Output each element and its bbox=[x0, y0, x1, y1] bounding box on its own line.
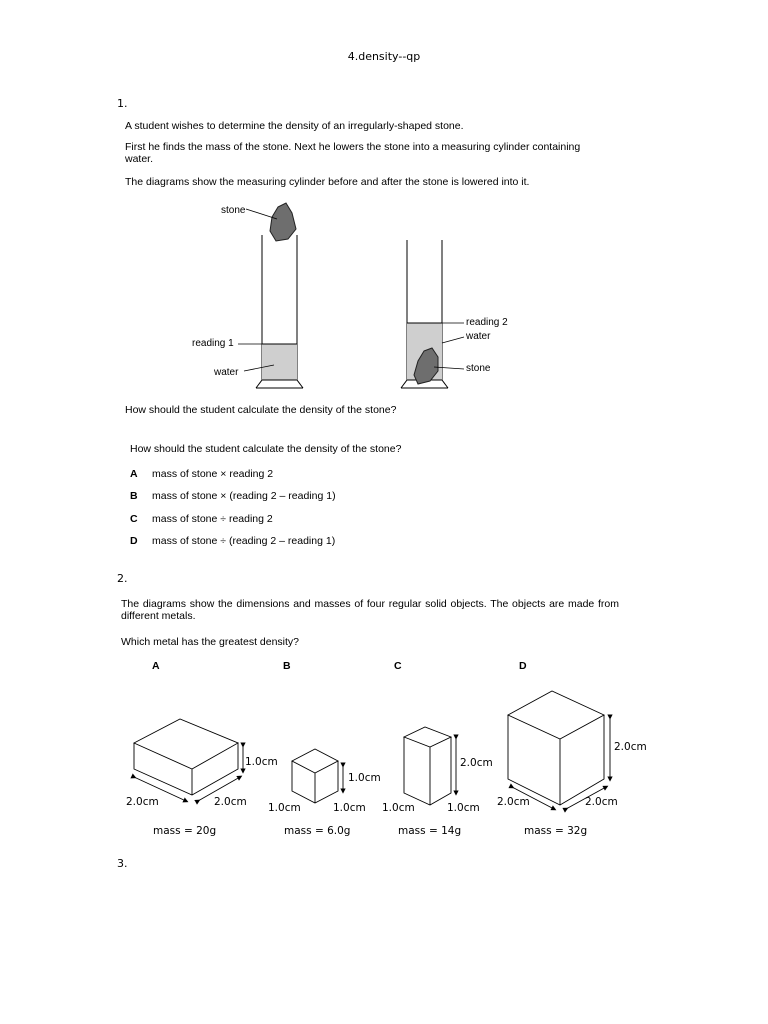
object-c-mass: mass = 14g bbox=[398, 825, 462, 837]
object-c-height-label: 2.0cm bbox=[460, 757, 493, 769]
q2-question: Which metal has the greatest density? bbox=[121, 636, 300, 648]
document-title: 4.density--qp bbox=[347, 50, 421, 63]
solid-objects-figure bbox=[120, 685, 640, 815]
question-2-number: 2. bbox=[117, 572, 128, 585]
q1-question: How should the student calculate the density of the stone? bbox=[130, 443, 402, 455]
object-a-shape bbox=[134, 719, 243, 801]
question-3-number: 3. bbox=[117, 857, 128, 870]
object-b-height-label: 1.0cm bbox=[348, 772, 381, 784]
option-a-letter: A bbox=[130, 468, 138, 480]
option-d-letter: D bbox=[130, 535, 138, 547]
option-b-letter: B bbox=[130, 490, 138, 502]
object-a-letter: A bbox=[152, 660, 160, 672]
q1-paragraph-2: First he finds the mass of the stone. Next he lowers the stone into a measuring cylinder containing water. bbox=[125, 141, 581, 165]
object-c-length-label: 1.0cm bbox=[382, 802, 415, 814]
option-a-text: mass of stone × reading 2 bbox=[152, 468, 274, 480]
question-1-number: 1. bbox=[117, 97, 128, 110]
object-d-height-label: 2.0cm bbox=[614, 741, 647, 753]
option-b-text: mass of stone × (reading 2 – reading 1) bbox=[152, 490, 336, 502]
label-reading-1: reading 1 bbox=[192, 338, 234, 349]
object-a-height-label: 1.0cm bbox=[245, 756, 278, 768]
option-d-text: mass of stone ÷ (reading 2 – reading 1) bbox=[152, 535, 336, 547]
object-b-shape bbox=[292, 749, 343, 803]
cylinder-before bbox=[256, 235, 303, 388]
label-water-right: water bbox=[466, 331, 491, 342]
q1-paragraph-3: The diagrams show the measuring cylinder before and after the stone is lowered into it. bbox=[125, 176, 530, 188]
q1-question-repeat: How should the student calculate the density of the stone? bbox=[125, 404, 397, 416]
object-c-width-label: 1.0cm bbox=[447, 802, 480, 814]
object-c-letter: C bbox=[394, 660, 402, 672]
object-d-length-label: 2.0cm bbox=[497, 796, 530, 808]
object-b-width-label: 1.0cm bbox=[333, 802, 366, 814]
object-d-mass: mass = 32g bbox=[524, 825, 588, 837]
label-stone: stone bbox=[221, 205, 246, 216]
object-d-letter: D bbox=[519, 660, 527, 672]
stone-shape-before bbox=[270, 203, 296, 241]
object-b-length-label: 1.0cm bbox=[268, 802, 301, 814]
label-water-left: water bbox=[214, 367, 239, 378]
object-d-width-label: 2.0cm bbox=[585, 796, 618, 808]
label-reading-2: reading 2 bbox=[466, 317, 508, 328]
object-c-shape bbox=[404, 727, 456, 805]
object-a-length-label: 2.0cm bbox=[126, 796, 159, 808]
object-a-mass: mass = 20g bbox=[153, 825, 217, 837]
object-b-letter: B bbox=[283, 660, 291, 672]
label-stone-right: stone bbox=[466, 363, 491, 374]
object-b-mass: mass = 6.0g bbox=[284, 825, 351, 837]
q1-intro: A student wishes to determine the density of an irregularly-shaped stone. bbox=[125, 120, 464, 132]
object-d-shape bbox=[508, 691, 610, 809]
water-fill-before bbox=[262, 344, 297, 380]
q2-intro: The diagrams show the dimensions and masses of four regular solid objects. The objects are made from different metals. bbox=[121, 598, 619, 622]
object-a-width-label: 2.0cm bbox=[214, 796, 247, 808]
option-c-letter: C bbox=[130, 513, 138, 525]
option-c-text: mass of stone ÷ reading 2 bbox=[152, 513, 273, 525]
